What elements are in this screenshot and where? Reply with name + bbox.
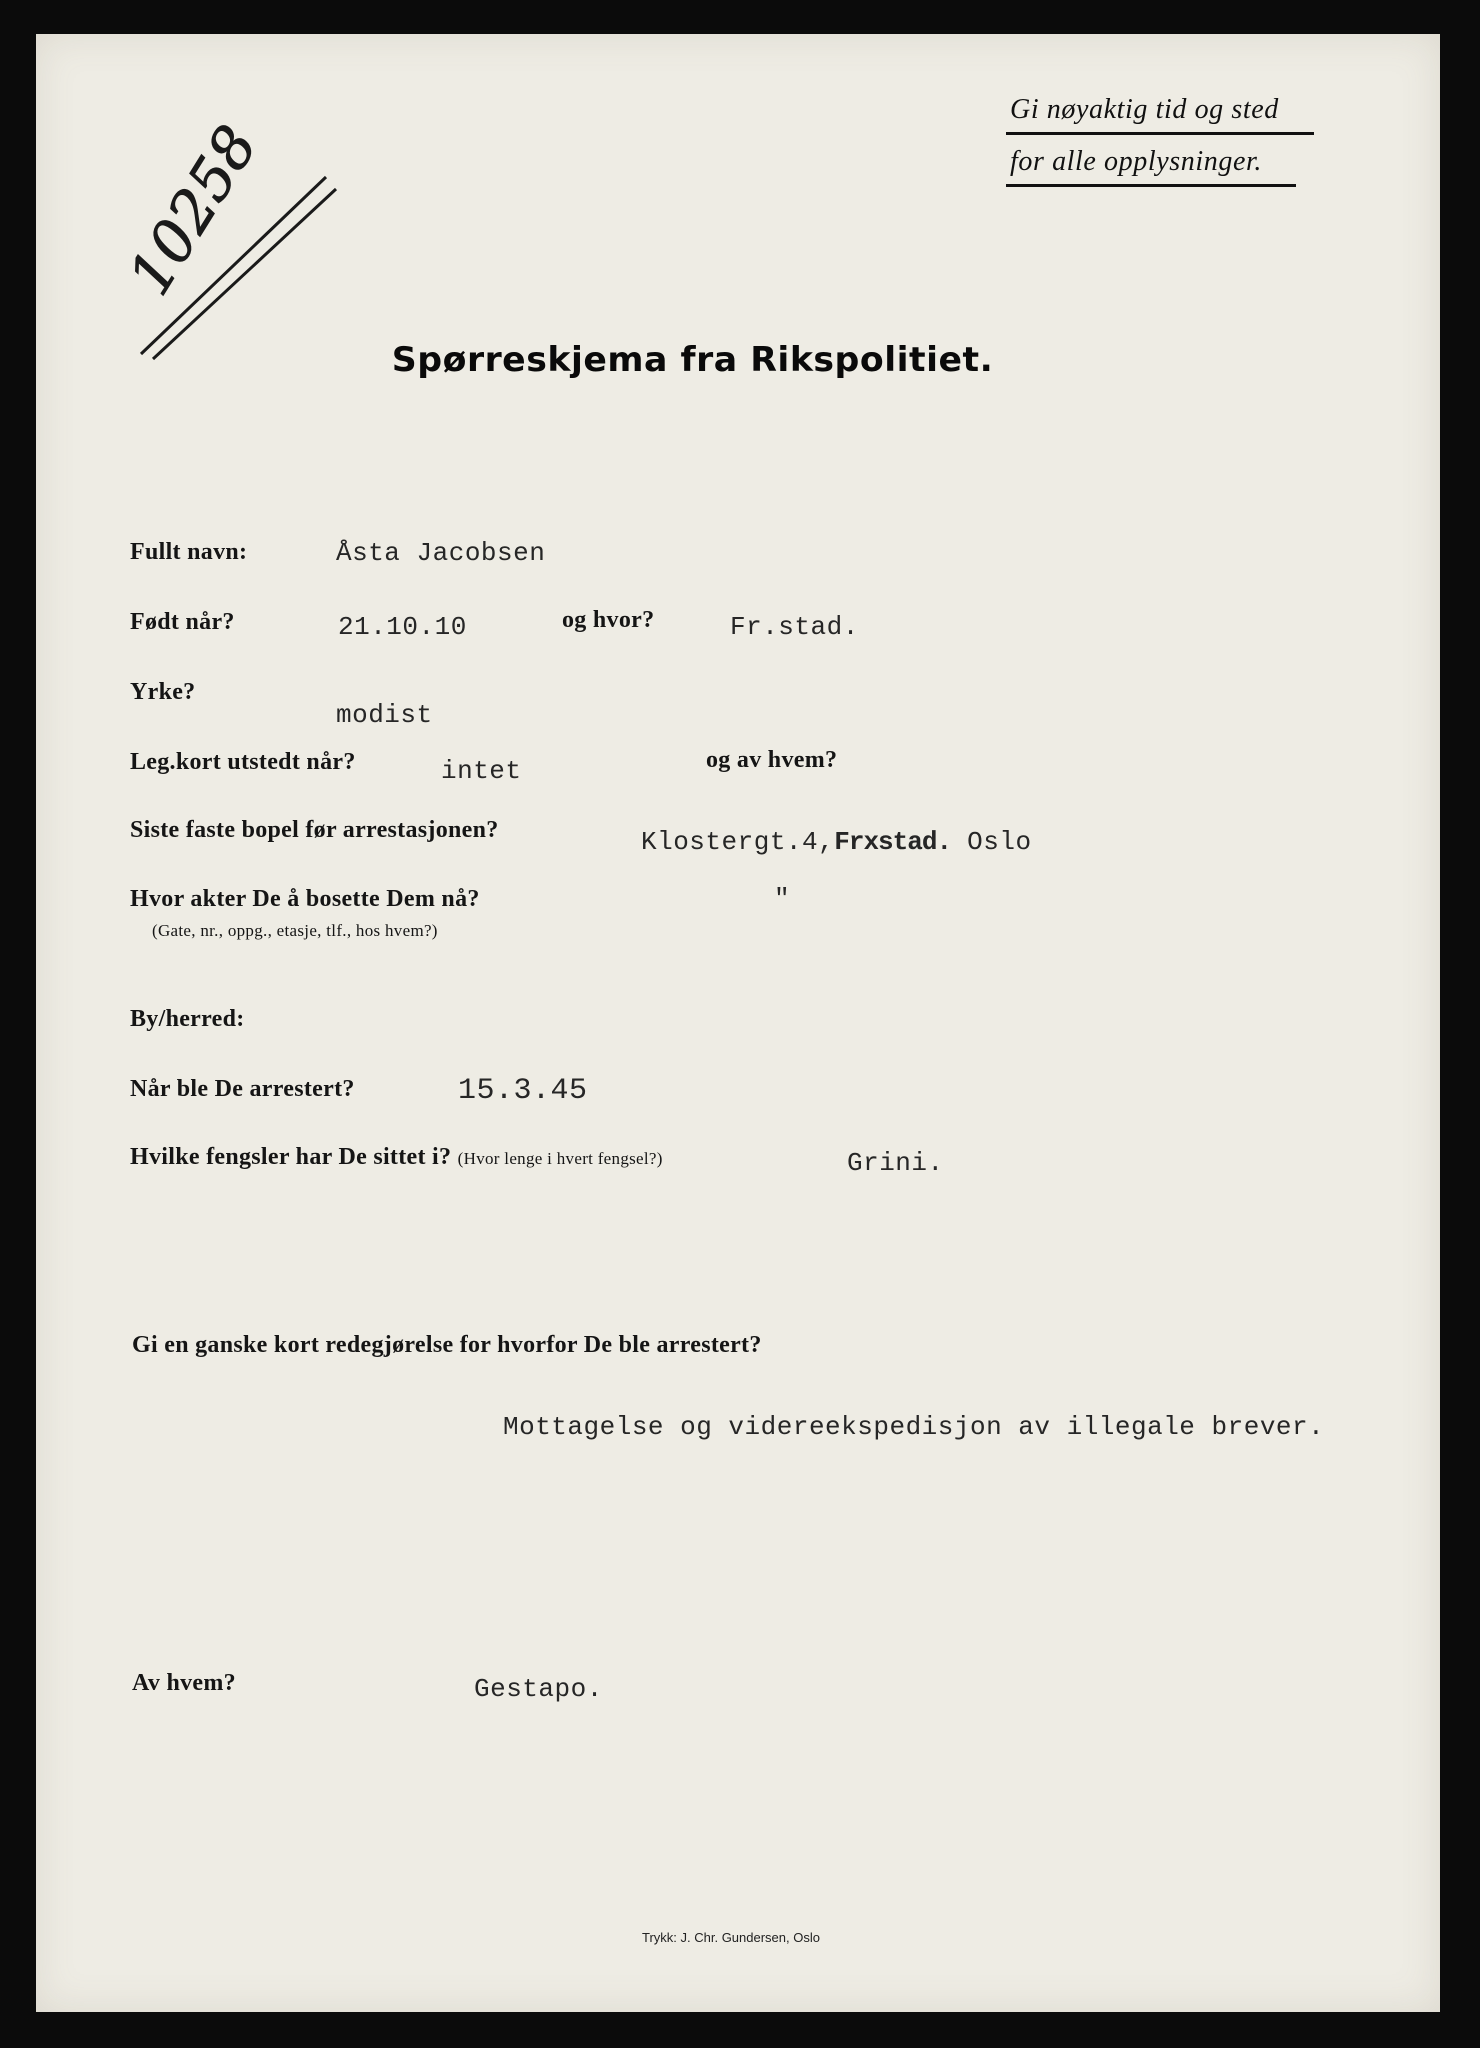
reason-label: Gi en ganske kort redegjørelse for hvorfor De ble arrestert?: [132, 1332, 762, 1358]
residence-city: Oslo: [951, 827, 1032, 857]
id-card-issuer-label: og av hvem?: [706, 747, 838, 773]
id-card-value: intet: [441, 756, 522, 786]
reason-value: Mottagelse og videreekspedisjon av illegale brever.: [503, 1412, 1325, 1442]
name-value: Åsta Jacobsen: [336, 538, 546, 568]
header-note-line1: Gi nøyaktig tid og sted: [1010, 94, 1279, 125]
residence-label: Siste faste bopel før arrestasjonen?: [130, 817, 499, 843]
prisons-label: [130, 1144, 663, 1171]
birthplace-value: Fr.stad.: [730, 612, 859, 642]
id-card-label: Leg.kort utstedt når?: [130, 749, 356, 775]
settle-value: ": [774, 884, 791, 914]
header-note-line2: for alle opplysninger.: [1010, 146, 1262, 177]
form-title: Spørreskjema fra Rikspolitiet.: [391, 340, 994, 380]
arrest-date-value: 15.3.45: [458, 1074, 588, 1108]
form-sheet: [36, 34, 1440, 2012]
residence-value: [641, 827, 1032, 857]
born-value: 21.10.10: [338, 612, 467, 642]
residence-struck-word: Frxstad.: [834, 827, 952, 857]
arresting-authority-value: Gestapo.: [474, 1674, 603, 1704]
prisons-question: Hvilke fengsler har De sittet i?: [130, 1144, 452, 1170]
residence-street: Klostergt.4,: [641, 827, 835, 857]
birthplace-label: og hvor?: [562, 607, 655, 633]
name-label: Fullt navn:: [130, 539, 248, 565]
arresting-authority-label: Av hvem?: [132, 1670, 236, 1696]
prisons-value: Grini.: [847, 1148, 944, 1178]
settle-label: Hvor akter De å bosette Dem nå?: [130, 886, 480, 912]
header-note-rule1: [1006, 132, 1314, 135]
born-label: Født når?: [130, 609, 235, 635]
handwritten-archive-number: [115, 113, 361, 379]
occupation-label: Yrke?: [130, 679, 196, 705]
occupation-value: modist: [336, 700, 433, 730]
town-label: By/herred:: [130, 1006, 245, 1032]
prisons-hint: (Hvor lenge i hvert fengsel?): [457, 1149, 663, 1168]
svg-text:10258: 10258: [115, 113, 271, 307]
settle-hint: (Gate, nr., oppg., etasje, tlf., hos hvem?): [152, 921, 438, 940]
arrest-date-label: Når ble De arrestert?: [130, 1076, 355, 1102]
header-note-rule2: [1006, 184, 1296, 187]
bleed-through-text: [626, 152, 631, 175]
printer-imprint: Trykk: J. Chr. Gundersen, Oslo: [642, 1930, 820, 1945]
